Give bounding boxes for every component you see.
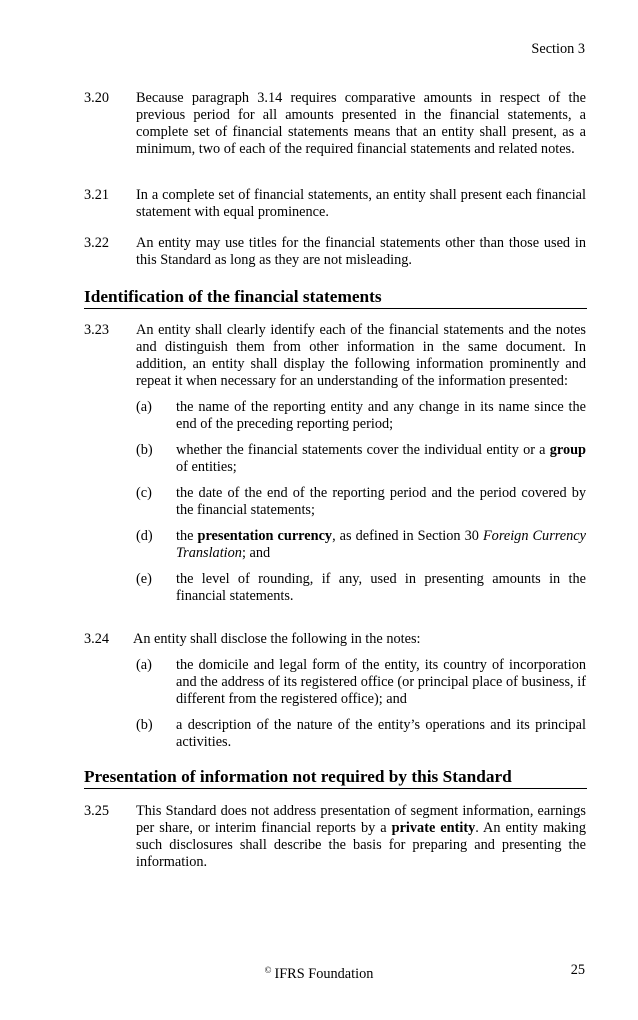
item-list xyxy=(136,657,586,751)
paragraph-text: An entity shall clearly identify each of the financial statements and the notes and distinguish them from other information in the same document. In addition, an entity shall display the following information prominently and repeat it when necessary for an understanding of the information presented: xyxy=(136,322,586,389)
paragraph-text: Because paragraph 3.14 requires comparative amounts in respect of the previous period for all amounts presented in the financial statements, a complete set of financial statements means that an entity shall present, as a minimum, two of each of the required financial statements and related notes. xyxy=(136,90,586,157)
paragraph-3-21 xyxy=(84,187,586,221)
item-text: the date of the end of the reporting period and the period covered by the financial statements; xyxy=(176,485,586,518)
item-text-part: ; and xyxy=(241,545,271,561)
list-item xyxy=(136,657,586,708)
paragraph-number: 3.24 xyxy=(84,631,110,647)
list-item xyxy=(136,571,586,605)
list-item xyxy=(136,528,586,562)
paragraph-number: 3.25 xyxy=(84,803,110,819)
item-label: (c) xyxy=(136,485,152,501)
section-heading-identification: Identification of the financial statements xyxy=(84,287,587,309)
copyright-symbol: © xyxy=(264,965,272,975)
paragraph-text: An entity may use titles for the financial statements other than those used in this Standard as long as they are not misleading. xyxy=(136,235,586,268)
page-number: 25 xyxy=(570,962,585,978)
paragraph-text: An entity shall disclose the following in the notes: xyxy=(133,631,421,647)
paragraph-number: 3.21 xyxy=(84,187,110,203)
item-label: (b) xyxy=(136,442,153,458)
item-label: (d) xyxy=(136,528,153,544)
defined-term: group xyxy=(549,442,586,458)
item-label: (a) xyxy=(136,399,152,415)
paragraph-3-20 xyxy=(84,90,586,158)
paragraph-3-24 xyxy=(84,631,586,751)
paragraph-text-part: This Standard does not address presentation of segment information, earnings per share, or interim financial reports by a xyxy=(136,803,586,836)
item-list xyxy=(136,399,586,605)
list-item xyxy=(136,717,586,751)
list-item xyxy=(136,399,586,433)
item-text: the name of the reporting entity and any change in its name since the end of the preceding reporting period; xyxy=(176,399,586,432)
item-text-part: , as defined in Section 30 xyxy=(332,528,483,544)
item-label: (a) xyxy=(136,657,152,673)
item-text xyxy=(176,442,586,476)
defined-term: presentation currency xyxy=(197,528,333,544)
item-label: (e) xyxy=(136,571,152,587)
paragraph-number: 3.23 xyxy=(84,322,110,338)
item-text: the domicile and legal form of the entity, its country of incorporation and the address of its registered office (or principal place of business, if different from the registered office); and xyxy=(176,657,586,707)
paragraph-number: 3.20 xyxy=(84,90,110,106)
section-label: Section 3 xyxy=(531,41,585,57)
paragraph-text-part: . An entity making such disclosures shall describe the basis for preparing and presenting the information. xyxy=(136,820,586,870)
paragraph-3-25 xyxy=(84,803,586,871)
item-text xyxy=(176,528,586,562)
item-text-part: whether the financial statements cover the individual entity or a xyxy=(176,442,550,458)
list-item xyxy=(136,485,586,519)
footer-org: IFRS Foundation xyxy=(274,966,374,982)
item-text-part: of entities; xyxy=(176,459,237,475)
paragraph-number: 3.22 xyxy=(84,235,110,251)
paragraph-text: In a complete set of financial statements, an entity shall present each financial statement with equal prominence. xyxy=(136,187,586,220)
item-text: the level of rounding, if any, used in presenting amounts in the financial statements. xyxy=(176,571,586,604)
defined-term: private entity xyxy=(391,820,476,836)
paragraph-3-23 xyxy=(84,322,586,605)
item-text: a description of the nature of the entity’s operations and its principal activities. xyxy=(176,717,586,750)
list-item xyxy=(136,442,586,476)
footer-copyright xyxy=(0,962,638,983)
paragraph-3-22 xyxy=(84,235,586,269)
item-text-part: the xyxy=(176,528,198,544)
section-heading-presentation: Presentation of information not required by this Standard xyxy=(84,767,587,789)
item-label: (b) xyxy=(136,717,153,733)
paragraph-text xyxy=(136,803,586,871)
section-reference: Foreign Currency Translation xyxy=(176,528,586,561)
